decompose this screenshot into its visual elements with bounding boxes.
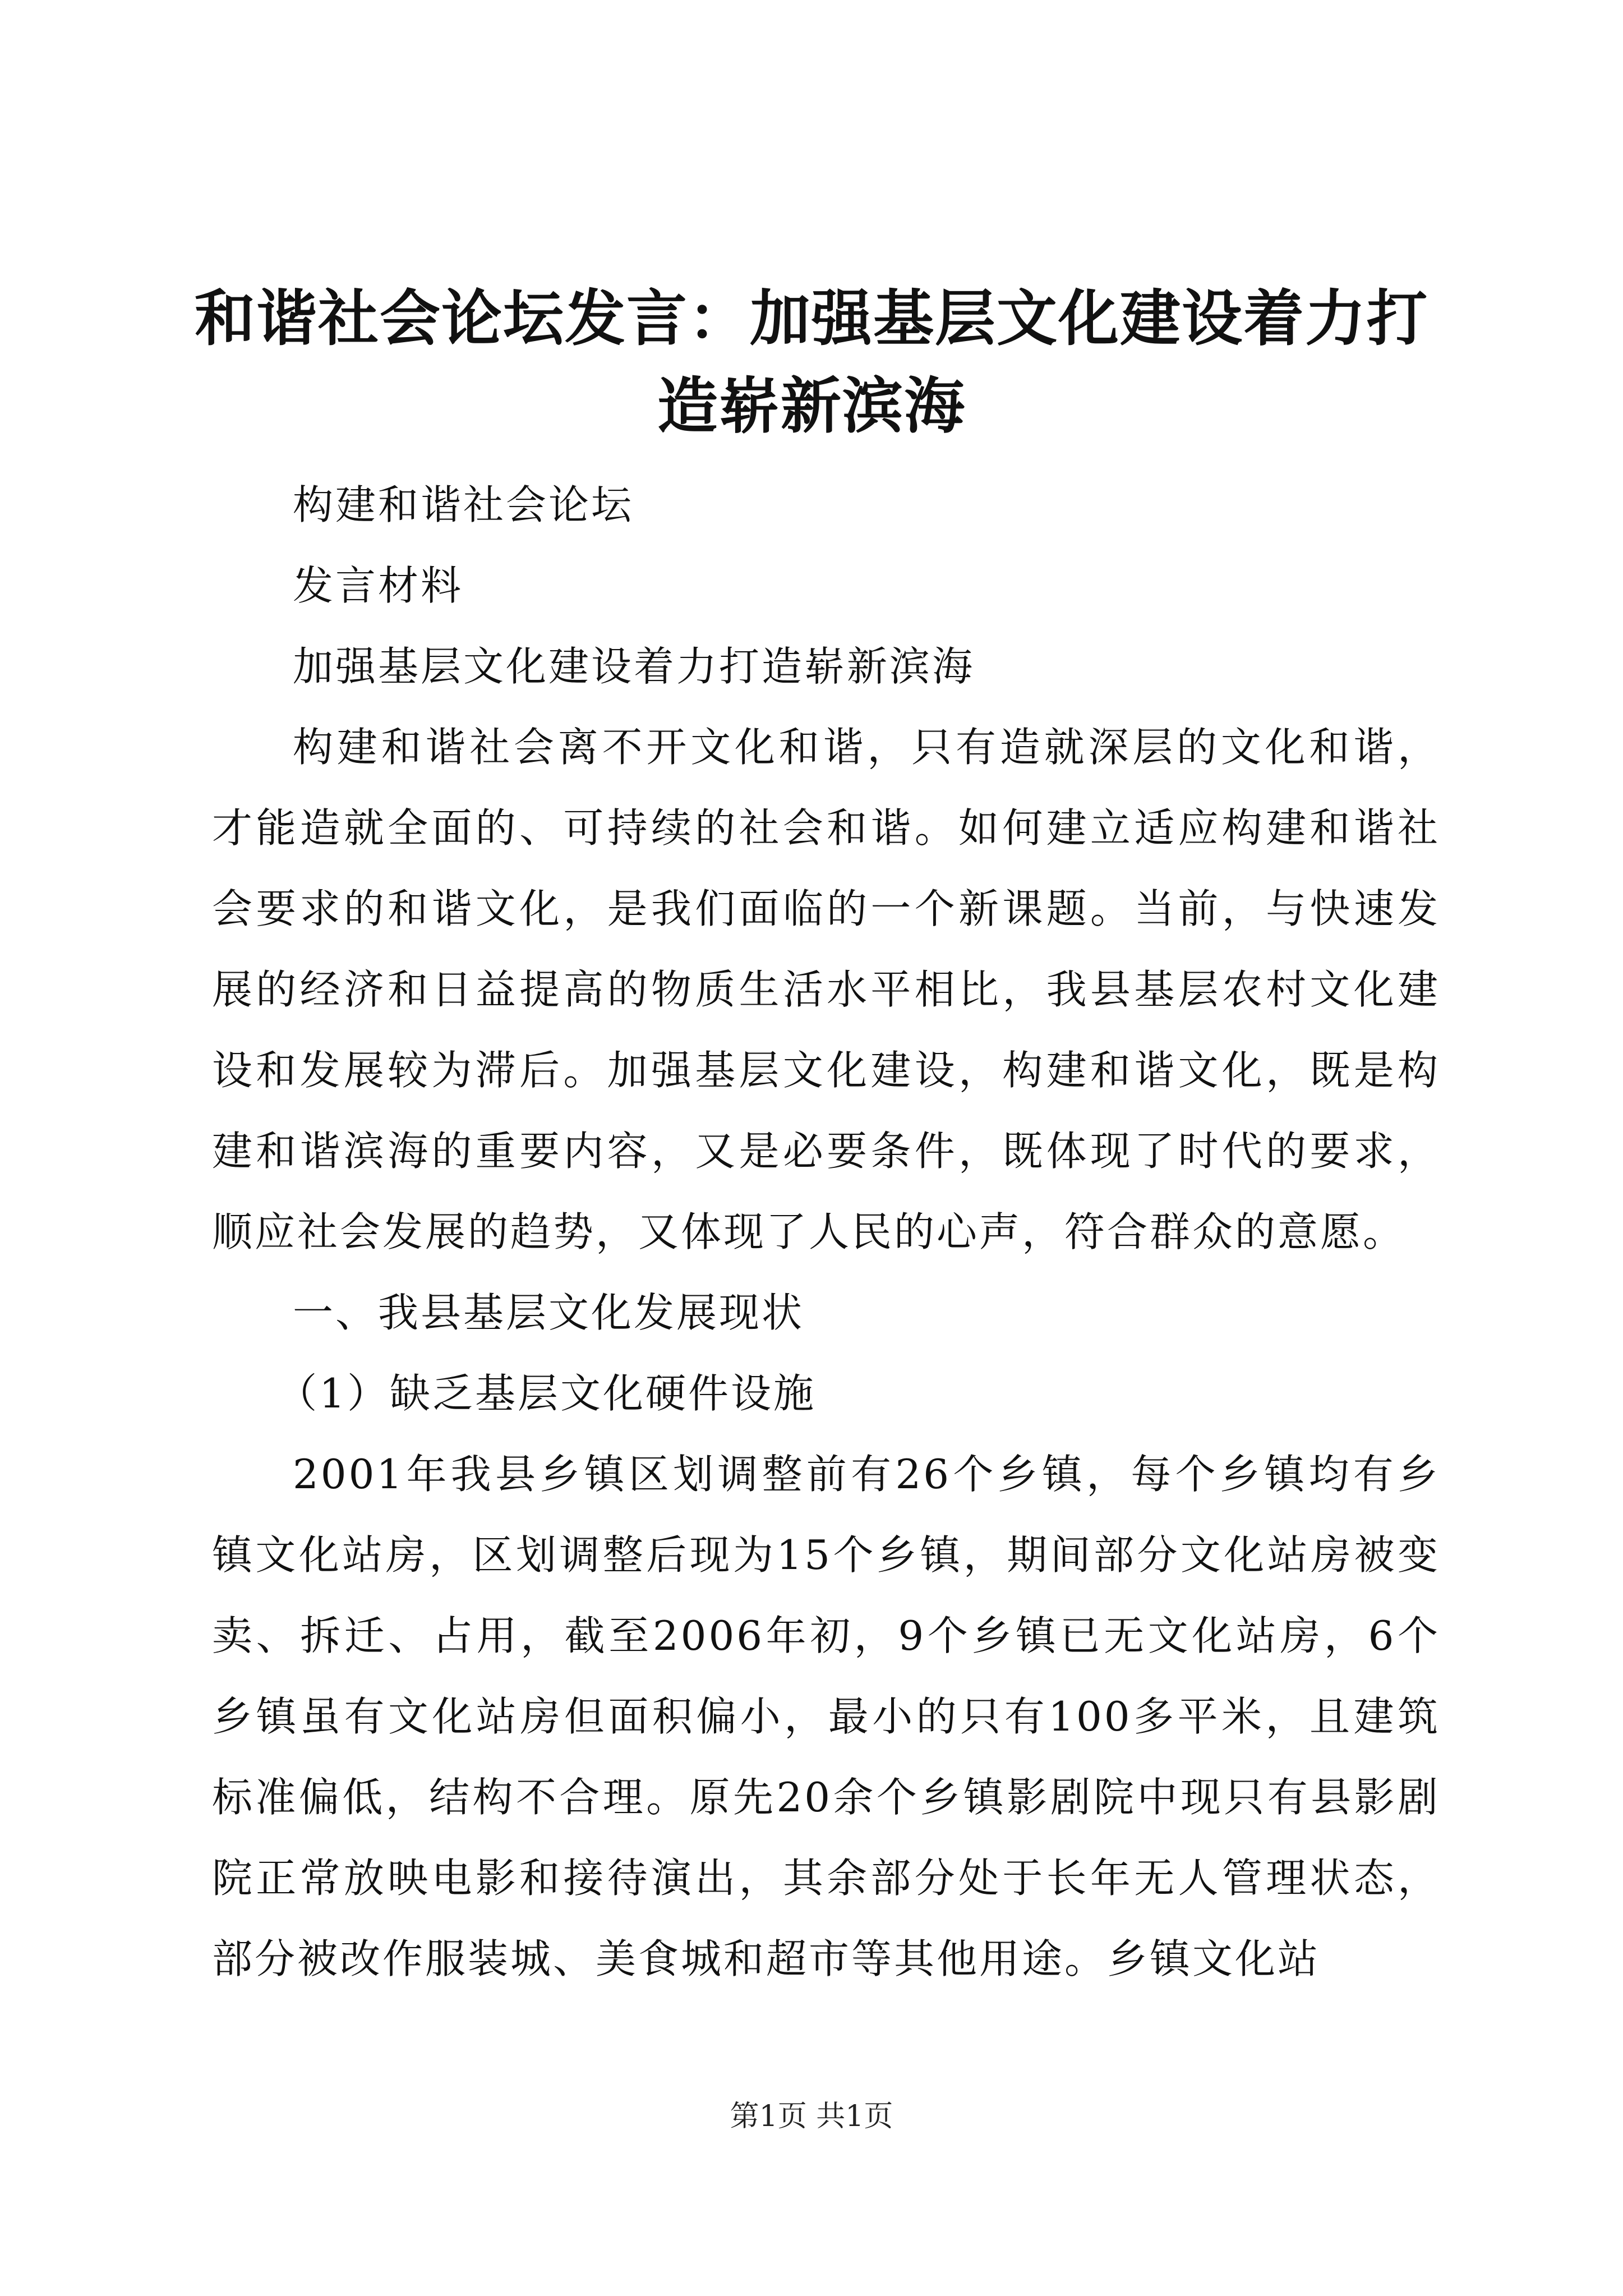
subtitle-topic: 加强基层文化建设着力打造崭新滨海 — [293, 643, 975, 690]
document-body — [212, 464, 1440, 1999]
page-footer: 第1页 共1页 — [730, 2100, 893, 2133]
subtitle-forum: 构建和谐社会论坛 — [293, 481, 634, 528]
document-title: 和谐社会论坛发言：加强基层文化建设着力打造崭新滨海 — [194, 283, 1428, 441]
subsection-heading: （1）缺乏基层文化硬件设施 — [276, 1370, 816, 1417]
section-heading: 一、我县基层文化发展现状 — [293, 1289, 805, 1336]
subtitle-material: 发言材料 — [293, 562, 464, 609]
intro-paragraph: 构建和谐社会离不开文化和谐，只有造就深层的文化和谐，才能造就全面的、可持续的社会和谐。如何建立适应构建和谐社会要求的和谐文化，是我们面临的一个新课题。当前，与快速发展的经济和日益提高的物质生活水平相比，我县基层农村文化建设和发展较为滞后。加强基层文化建设，构建和谐文化，既是构建和谐滨海的重要内容，又是必要条件，既体现了时代的要求，顺应社会发展的趋势，又体现了人民的心声，符合群众的意愿。 — [212, 724, 1440, 1255]
body-paragraph: 2001年我县乡镇区划调整前有26个乡镇，每个乡镇均有乡镇文化站房，区划调整后现为15个乡镇，期间部分文化站房被变卖、拆迁、占用，截至2006年初，9个乡镇已无文化站房，6个乡镇虽有文化站房但面积偏小，最小的只有100多平米，且建筑标准偏低，结构不合理。原先20余个乡镇影剧院中现只有县影剧院正常放映电影和接待演出，其余部分处于长年无人管理状态，部分被改作服装城、美食城和超市等其他用途。乡镇文化站 — [212, 1451, 1440, 1982]
